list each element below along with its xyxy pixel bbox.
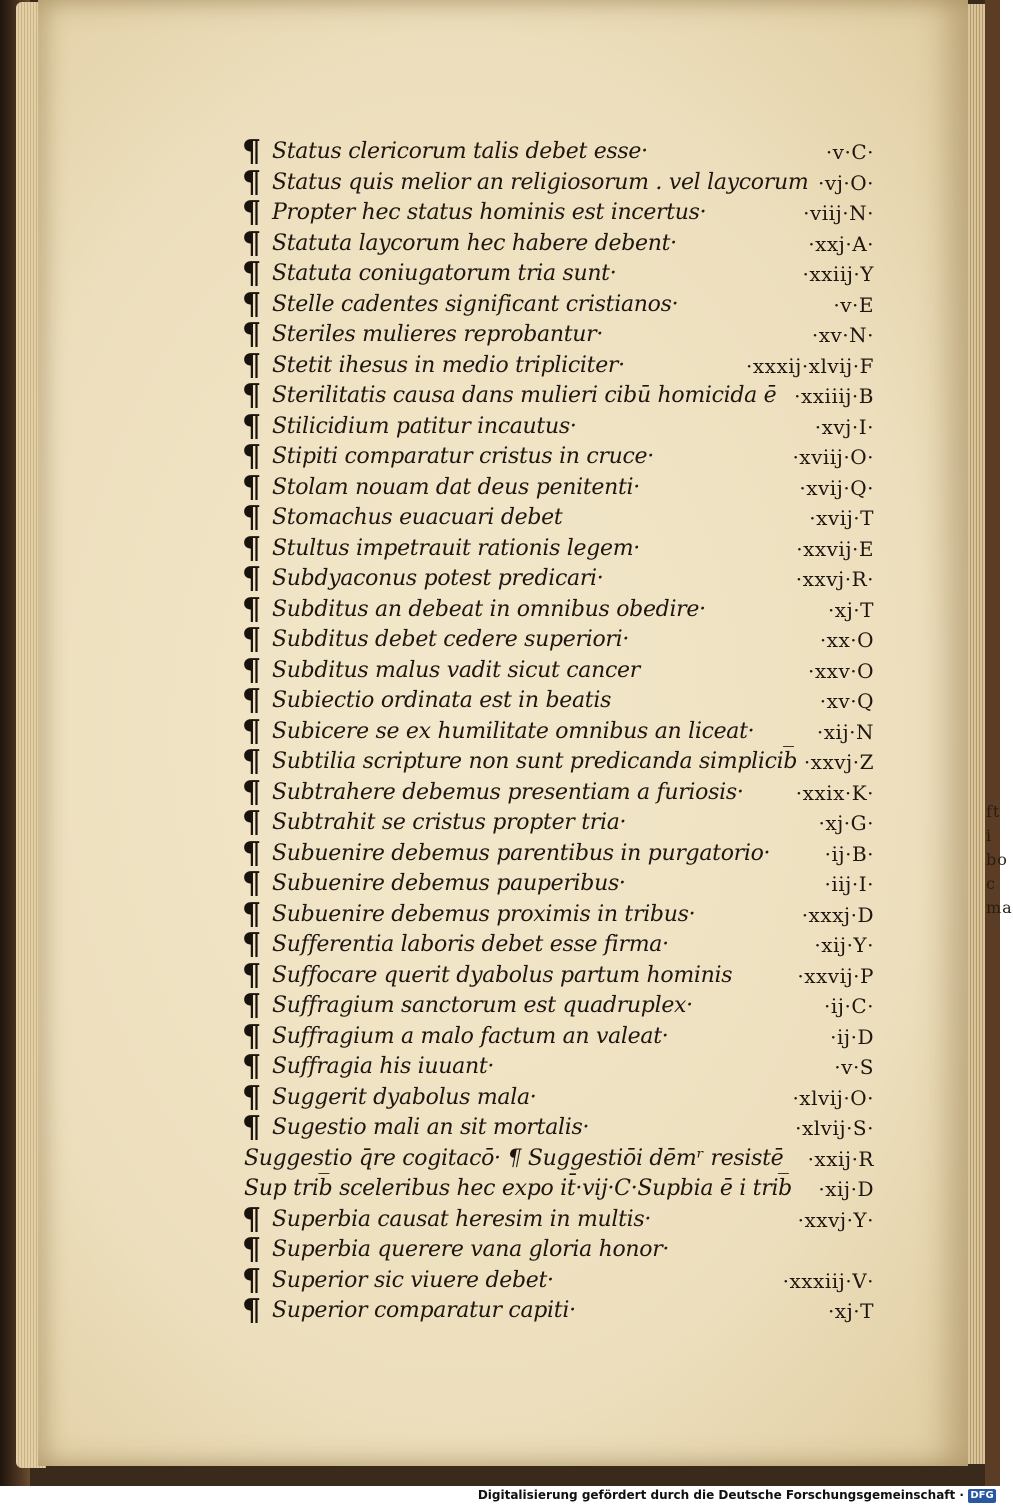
entry-text: Subuenire debemus proximis in tribus·: [272, 901, 696, 927]
entry-text: Propter hec status hominis est incertus·: [272, 200, 707, 225]
index-entry: [242, 1232, 882, 1267]
entry-reference: ·xx·O: [819, 628, 874, 652]
entry-reference: ·xlvij·O·: [792, 1085, 874, 1110]
entry-reference: ·xxv·O: [808, 658, 874, 683]
entry-reference: ·v·C·: [825, 140, 874, 164]
entry-text: Steriles mulieres reprobantur·: [272, 322, 604, 347]
book-cover-right: [985, 0, 1013, 1486]
entry-reference: ·xxxij·xlvij·F: [746, 353, 874, 378]
entry-text: Subuenire debemus pauperibus·: [272, 871, 626, 896]
dfg-logo: DFG: [968, 1489, 996, 1503]
entry-reference: ·xv·N·: [811, 323, 874, 347]
entry-text: Stilicidium patitur incautus·: [272, 413, 577, 439]
entry-text: Subditus an debeat in omnibus obedire·: [272, 596, 706, 622]
entry-reference: ·xlvij·S·: [795, 1116, 874, 1140]
facing-page-fragment: ft i bo c ma: [986, 802, 1013, 917]
index-entry: [242, 1079, 882, 1115]
pilcrow-mark: ¶: [242, 713, 262, 749]
entry-reference: ·iij·I·: [824, 872, 874, 896]
entry-text: Superbia causat heresim in multis·: [272, 1206, 652, 1232]
pilcrow-mark: ¶: [242, 683, 262, 718]
index-entry: [242, 500, 882, 535]
entry-text: Subtrahere debemus presentiam a furiosis·: [272, 779, 744, 805]
entry-text: Subtilia scripture non sunt predicanda simplicib̅: [272, 749, 798, 774]
pilcrow-mark: ¶: [242, 317, 262, 352]
entry-reference: ·xxvj·Y·: [797, 1207, 874, 1232]
entry-text: Subuenire debemus parentibus in purgatorio·: [272, 840, 771, 866]
pilcrow-mark: ¶: [242, 1018, 262, 1054]
entry-reference: ·xvij·Q·: [799, 475, 874, 500]
index-entry: [242, 378, 882, 413]
entry-text: Status clericorum talis debet esse·: [272, 139, 648, 164]
pilcrow-mark: ¶: [242, 591, 262, 627]
index-entry: [242, 347, 882, 383]
entry-reference: ·xxiiij·B: [794, 384, 874, 408]
entry-text: Suffragia his iuuant·: [272, 1054, 495, 1079]
entry-reference: ·xxvij·E: [796, 536, 874, 561]
pilcrow-mark: ¶: [242, 774, 262, 810]
pilcrow-mark: ¶: [242, 134, 262, 169]
entry-reference: ·xxij·R: [807, 1146, 874, 1171]
pilcrow-mark: ¶: [242, 164, 262, 200]
index-entry: [242, 835, 882, 871]
entry-reference: ·xij·Y·: [814, 933, 874, 957]
index-entry: [242, 225, 882, 261]
index-entry: [242, 683, 882, 718]
entry-text: Subtrahit se cristus propter tria·: [272, 810, 627, 835]
entry-text: Statuta coniugatorum tria sunt·: [272, 261, 617, 286]
funding-credit: Digitalisierung gefördert durch die Deutsche Forschungsgemeinschaft ·: [477, 1488, 964, 1502]
pilcrow-mark: ¶: [242, 1049, 262, 1084]
pilcrow-mark: ¶: [242, 439, 262, 474]
pilcrow-mark: ¶: [242, 1262, 262, 1298]
index-entry: [242, 1201, 882, 1237]
index-entry: [242, 1144, 882, 1175]
entry-reference: ·viij·N·: [803, 201, 874, 225]
entry-reference: ·xxvj·R·: [795, 567, 874, 591]
index-entry: [242, 591, 882, 627]
entry-text: Superbia querere vana gloria honor·: [272, 1237, 670, 1262]
entry-reference: ·xxj·A·: [808, 231, 874, 256]
index-entry: [242, 957, 882, 993]
pilcrow-mark: ¶: [242, 530, 262, 566]
entry-reference: ·xxix·K·: [795, 780, 874, 805]
entry-text: Suffocare querit dyabolus partum hominis: [272, 962, 733, 988]
entry-reference: ·xj·T: [827, 597, 874, 622]
index-entry: [242, 713, 882, 749]
index-entry: [242, 317, 882, 352]
index-entry: [242, 408, 882, 444]
index-entry: [242, 256, 882, 291]
pilcrow-mark: ¶: [242, 652, 262, 688]
entry-text: Stetit ihesus in medio tripliciter·: [272, 352, 625, 378]
pilcrow-mark: ¶: [242, 927, 262, 962]
pilcrow-mark: ¶: [242, 408, 262, 444]
index-entry: [242, 1049, 882, 1084]
pilcrow-mark: ¶: [242, 622, 262, 657]
index-entry: [242, 744, 882, 779]
entry-reference: ·ij·B·: [824, 841, 874, 866]
entry-reference: ·v·S: [834, 1055, 874, 1079]
entry-text: Superior comparatur capiti·: [272, 1298, 576, 1323]
entry-text: Stelle cadentes significant cristianos·: [272, 291, 679, 317]
pilcrow-mark: ¶: [242, 286, 262, 322]
entry-reference: ·xxxj·D: [801, 902, 874, 927]
index-entry: [242, 774, 882, 810]
entry-text: Suffragium sanctorum est quadruplex·: [272, 993, 693, 1018]
index-entry: [242, 561, 882, 596]
entry-reference: ·xviij·O·: [792, 445, 874, 469]
entry-text: Stomachus euacuari debet: [272, 505, 563, 530]
pilcrow-mark: ¶: [242, 988, 262, 1023]
entry-text: Suffragium a malo factum an valeat·: [272, 1023, 669, 1049]
index-entry: [242, 286, 882, 322]
entry-text: Sugestio mali an sit mortalis·: [272, 1115, 590, 1140]
entry-reference: ·xj·G·: [818, 811, 874, 835]
pilcrow-mark: ¶: [242, 1079, 262, 1115]
index-entry: [242, 988, 882, 1023]
pilcrow-mark: ¶: [242, 744, 262, 779]
pilcrow-mark: ¶: [242, 469, 262, 505]
entry-text: Status quis melior an religiosorum . vel laycorum: [272, 169, 809, 195]
entry-reference: ·ij·D: [830, 1024, 874, 1049]
entry-text: Sup trib̅ sceleribus hec expo it̄·vij·C·Supbia ē i trib̅: [244, 1176, 792, 1201]
entry-reference: ·xvj·I·: [814, 414, 874, 439]
entry-reference: ·xxiij·Y: [802, 262, 874, 286]
entry-reference: ·xxxiij·V·: [782, 1268, 874, 1293]
entry-text: Stipiti comparatur cristus in cruce·: [272, 444, 654, 469]
entry-text: Subicere se ex humilitate omnibus an liceat·: [272, 718, 755, 744]
pilcrow-mark: ¶: [242, 1110, 262, 1145]
index-entry: [242, 866, 882, 901]
entry-text: Suggerit dyabolus mala·: [272, 1084, 537, 1110]
entry-reference: ·xv·Q: [819, 689, 874, 713]
pilcrow-mark: ¶: [242, 225, 262, 261]
entry-reference: ·ij·C·: [824, 994, 874, 1018]
index-entry: [242, 530, 882, 566]
pilcrow-mark: ¶: [242, 957, 262, 993]
index-entry: [242, 805, 882, 840]
entry-text: Subditus debet cedere superiori·: [272, 627, 630, 652]
index-entry: [242, 1293, 882, 1328]
pilcrow-mark: ¶: [242, 805, 262, 840]
index-entry: [242, 927, 882, 962]
pilcrow-mark: ¶: [242, 195, 262, 230]
index-entry: [242, 469, 882, 505]
entry-text: Subditus malus vadit sicut cancer: [272, 657, 640, 683]
entry-text: Statuta laycorum hec habere debent·: [272, 230, 677, 256]
pilcrow-mark: ¶: [242, 1232, 262, 1267]
entry-reference: ·xj·T: [827, 1299, 874, 1323]
footer-bar: [0, 1486, 1000, 1507]
index-entry: [242, 1262, 882, 1298]
pilcrow-mark: ¶: [242, 896, 262, 932]
entry-text: Sufferentia laboris debet esse firma·: [272, 932, 669, 957]
pilcrow-mark: ¶: [242, 256, 262, 291]
pilcrow-mark: ¶: [242, 1293, 262, 1328]
pilcrow-mark: ¶: [242, 835, 262, 871]
entry-text: Superior sic viuere debet·: [272, 1267, 554, 1293]
index-entry: [242, 622, 882, 657]
entry-text: Stolam nouam dat deus penitenti·: [272, 474, 640, 500]
entry-text: Subdyaconus potest predicari·: [272, 566, 604, 591]
pilcrow-mark: ¶: [242, 500, 262, 535]
entry-reference: ·xij·D: [818, 1177, 874, 1201]
pilcrow-mark: ¶: [242, 378, 262, 413]
index-entry: [242, 164, 882, 200]
index-entry: [242, 652, 882, 688]
pilcrow-mark: ¶: [242, 1201, 262, 1237]
index-entry: [242, 195, 882, 230]
index-entries: [242, 134, 882, 1328]
index-entry: [242, 1110, 882, 1145]
pilcrow-mark: ¶: [242, 866, 262, 901]
pilcrow-mark: ¶: [242, 561, 262, 596]
entry-text: Sterilitatis causa dans mulieri cibū homicida ē: [272, 383, 777, 408]
entry-reference: ·xvij·T: [809, 506, 874, 530]
entry-reference: ·xxvj·Z: [803, 750, 874, 774]
index-entry: [242, 1018, 882, 1054]
pilcrow-mark: ¶: [242, 347, 262, 383]
entry-text: Stultus impetrauit rationis legem·: [272, 535, 640, 561]
index-entry: [242, 1174, 882, 1205]
entry-text: Suggestio q̄re cogitacō· ¶ Suggestiōi dēmʳ resistē: [244, 1145, 784, 1171]
entry-reference: ·vj·O·: [818, 170, 874, 195]
index-entry: [242, 134, 882, 169]
entry-reference: ·xij·N: [816, 719, 874, 744]
entry-text: Subiectio ordinata est in beatis: [272, 688, 612, 713]
entry-reference: ·xxvij·P: [797, 963, 874, 988]
index-entry: [242, 439, 882, 474]
entry-reference: ·v·E: [833, 292, 874, 317]
index-entry: [242, 896, 882, 932]
